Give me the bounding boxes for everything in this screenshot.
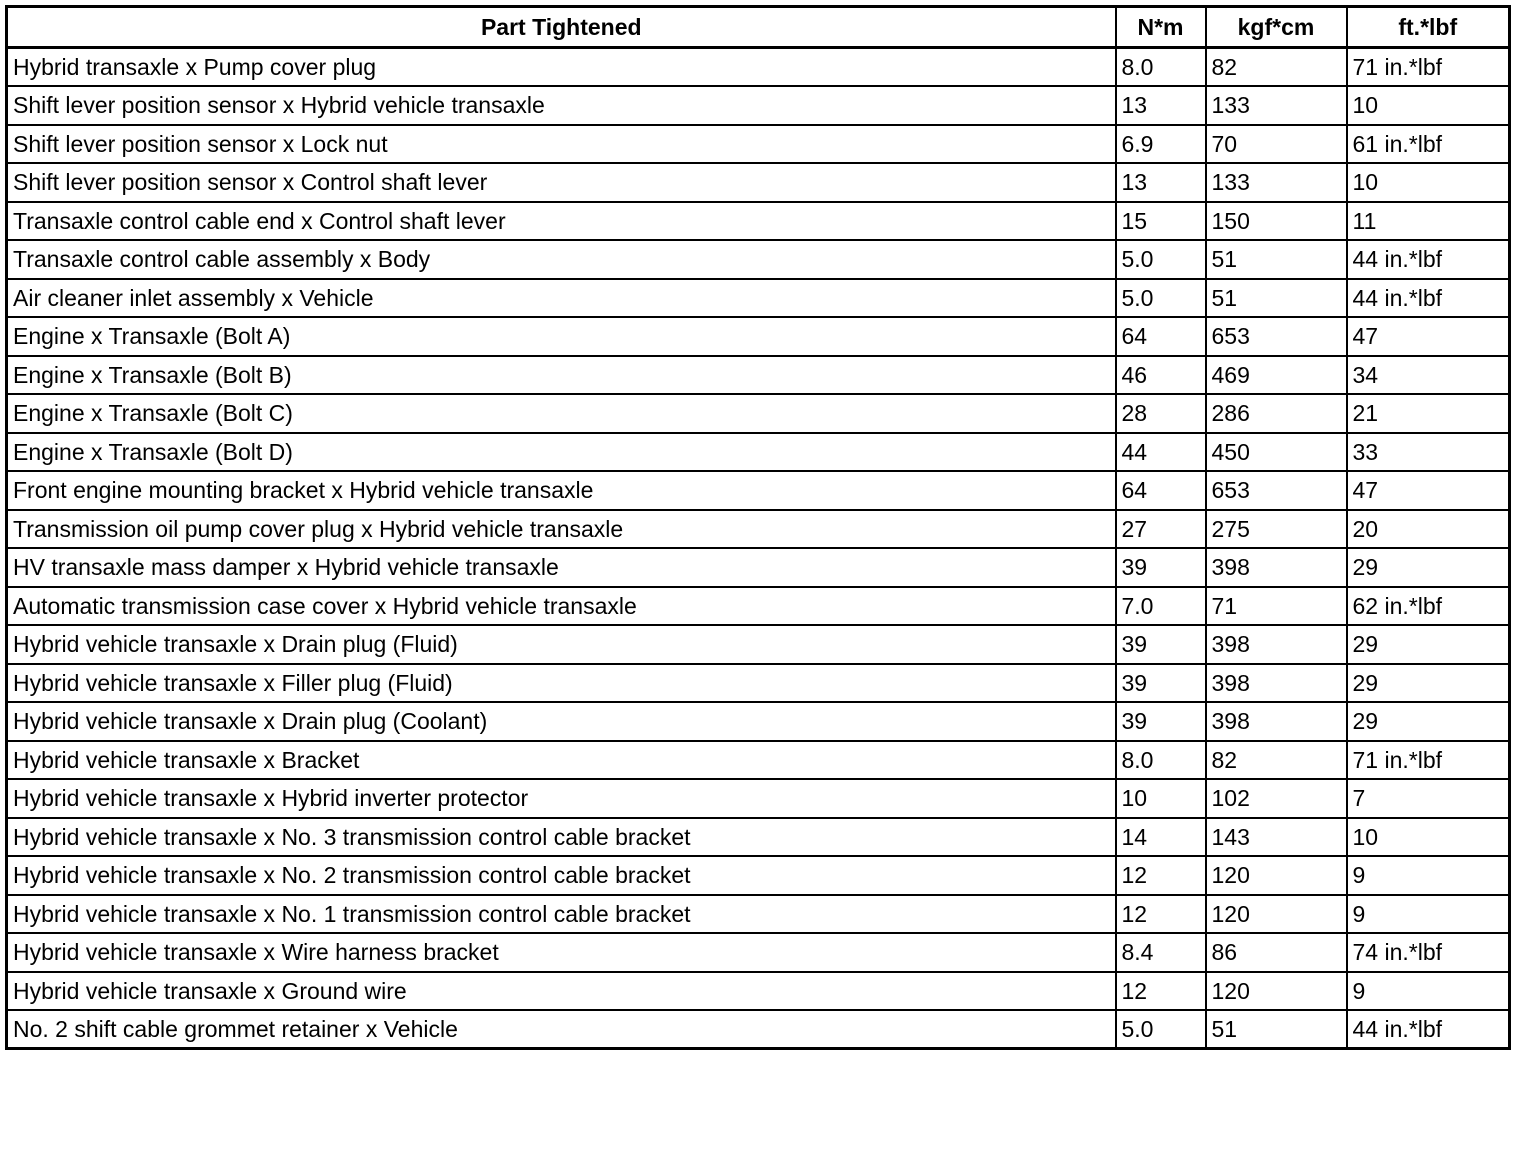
cell-ft-lbf: 29 — [1347, 664, 1510, 703]
cell-part: No. 2 shift cable grommet retainer x Vehicle — [7, 1010, 1116, 1049]
cell-nm: 5.0 — [1116, 279, 1206, 318]
cell-nm: 5.0 — [1116, 1010, 1206, 1049]
header-ft-lbf: ft.*lbf — [1347, 7, 1510, 48]
table-row — [7, 240, 1510, 279]
cell-nm: 12 — [1116, 856, 1206, 895]
cell-part: Shift lever position sensor x Lock nut — [7, 125, 1116, 164]
table-row — [7, 548, 1510, 587]
cell-nm: 44 — [1116, 433, 1206, 472]
cell-part: Hybrid vehicle transaxle x No. 2 transmission control cable bracket — [7, 856, 1116, 895]
cell-ft-lbf: 29 — [1347, 702, 1510, 741]
cell-kgf-cm: 398 — [1206, 548, 1347, 587]
cell-nm: 39 — [1116, 548, 1206, 587]
cell-part: Hybrid transaxle x Pump cover plug — [7, 48, 1116, 87]
table-row — [7, 702, 1510, 741]
cell-ft-lbf: 29 — [1347, 625, 1510, 664]
cell-part: Hybrid vehicle transaxle x No. 3 transmission control cable bracket — [7, 818, 1116, 857]
table-row — [7, 279, 1510, 318]
table-row — [7, 163, 1510, 202]
cell-kgf-cm: 133 — [1206, 163, 1347, 202]
cell-part: Transaxle control cable assembly x Body — [7, 240, 1116, 279]
table-row — [7, 317, 1510, 356]
cell-ft-lbf: 10 — [1347, 818, 1510, 857]
cell-ft-lbf: 44 in.*lbf — [1347, 279, 1510, 318]
cell-nm: 39 — [1116, 664, 1206, 703]
table-row — [7, 895, 1510, 934]
table-row — [7, 202, 1510, 241]
cell-part: Air cleaner inlet assembly x Vehicle — [7, 279, 1116, 318]
table-row — [7, 86, 1510, 125]
cell-part: Hybrid vehicle transaxle x Hybrid inverter protector — [7, 779, 1116, 818]
cell-kgf-cm: 143 — [1206, 818, 1347, 857]
cell-nm: 13 — [1116, 163, 1206, 202]
cell-part: Hybrid vehicle transaxle x No. 1 transmission control cable bracket — [7, 895, 1116, 934]
cell-part: Hybrid vehicle transaxle x Drain plug (Coolant) — [7, 702, 1116, 741]
cell-kgf-cm: 450 — [1206, 433, 1347, 472]
cell-kgf-cm: 653 — [1206, 471, 1347, 510]
cell-nm: 8.0 — [1116, 48, 1206, 87]
cell-ft-lbf: 47 — [1347, 317, 1510, 356]
cell-kgf-cm: 120 — [1206, 856, 1347, 895]
cell-kgf-cm: 398 — [1206, 625, 1347, 664]
torque-spec-table — [5, 5, 1511, 1050]
cell-kgf-cm: 71 — [1206, 587, 1347, 626]
header-kgf-cm: kgf*cm — [1206, 7, 1347, 48]
cell-nm: 13 — [1116, 86, 1206, 125]
cell-ft-lbf: 71 in.*lbf — [1347, 741, 1510, 780]
cell-nm: 64 — [1116, 471, 1206, 510]
cell-kgf-cm: 70 — [1206, 125, 1347, 164]
table-row — [7, 818, 1510, 857]
cell-ft-lbf: 20 — [1347, 510, 1510, 549]
table-row — [7, 587, 1510, 626]
cell-nm: 15 — [1116, 202, 1206, 241]
cell-part: Hybrid vehicle transaxle x Drain plug (Fluid) — [7, 625, 1116, 664]
cell-ft-lbf: 11 — [1347, 202, 1510, 241]
table-header — [7, 7, 1510, 48]
cell-nm: 39 — [1116, 625, 1206, 664]
cell-nm: 27 — [1116, 510, 1206, 549]
cell-ft-lbf: 29 — [1347, 548, 1510, 587]
cell-nm: 39 — [1116, 702, 1206, 741]
cell-ft-lbf: 44 in.*lbf — [1347, 240, 1510, 279]
cell-kgf-cm: 398 — [1206, 702, 1347, 741]
cell-kgf-cm: 86 — [1206, 933, 1347, 972]
table-row — [7, 664, 1510, 703]
cell-ft-lbf: 74 in.*lbf — [1347, 933, 1510, 972]
cell-ft-lbf: 21 — [1347, 394, 1510, 433]
table-row — [7, 510, 1510, 549]
table-row — [7, 1010, 1510, 1049]
cell-ft-lbf: 44 in.*lbf — [1347, 1010, 1510, 1049]
cell-nm: 7.0 — [1116, 587, 1206, 626]
table-row — [7, 48, 1510, 87]
cell-ft-lbf: 61 in.*lbf — [1347, 125, 1510, 164]
cell-nm: 10 — [1116, 779, 1206, 818]
cell-part: Hybrid vehicle transaxle x Bracket — [7, 741, 1116, 780]
cell-ft-lbf: 10 — [1347, 86, 1510, 125]
table-row — [7, 741, 1510, 780]
cell-nm: 28 — [1116, 394, 1206, 433]
header-row — [7, 7, 1510, 48]
cell-ft-lbf: 47 — [1347, 471, 1510, 510]
cell-part: Engine x Transaxle (Bolt B) — [7, 356, 1116, 395]
cell-kgf-cm: 51 — [1206, 240, 1347, 279]
cell-nm: 64 — [1116, 317, 1206, 356]
cell-nm: 6.9 — [1116, 125, 1206, 164]
cell-part: Hybrid vehicle transaxle x Wire harness bracket — [7, 933, 1116, 972]
table-body — [7, 48, 1510, 1049]
cell-kgf-cm: 469 — [1206, 356, 1347, 395]
cell-ft-lbf: 7 — [1347, 779, 1510, 818]
table-row — [7, 125, 1510, 164]
cell-kgf-cm: 653 — [1206, 317, 1347, 356]
header-part-tightened: Part Tightened — [7, 7, 1116, 48]
cell-kgf-cm: 51 — [1206, 1010, 1347, 1049]
cell-ft-lbf: 10 — [1347, 163, 1510, 202]
table-row — [7, 972, 1510, 1011]
cell-kgf-cm: 286 — [1206, 394, 1347, 433]
table-row — [7, 933, 1510, 972]
table-row — [7, 779, 1510, 818]
cell-kgf-cm: 150 — [1206, 202, 1347, 241]
cell-kgf-cm: 120 — [1206, 972, 1347, 1011]
cell-part: Hybrid vehicle transaxle x Filler plug (Fluid) — [7, 664, 1116, 703]
cell-part: Transmission oil pump cover plug x Hybrid vehicle transaxle — [7, 510, 1116, 549]
cell-part: Front engine mounting bracket x Hybrid vehicle transaxle — [7, 471, 1116, 510]
cell-nm: 12 — [1116, 895, 1206, 934]
cell-ft-lbf: 33 — [1347, 433, 1510, 472]
cell-part: HV transaxle mass damper x Hybrid vehicle transaxle — [7, 548, 1116, 587]
cell-ft-lbf: 62 in.*lbf — [1347, 587, 1510, 626]
cell-ft-lbf: 9 — [1347, 895, 1510, 934]
table-row — [7, 856, 1510, 895]
cell-kgf-cm: 120 — [1206, 895, 1347, 934]
table-row — [7, 433, 1510, 472]
cell-part: Automatic transmission case cover x Hybrid vehicle transaxle — [7, 587, 1116, 626]
cell-ft-lbf: 34 — [1347, 356, 1510, 395]
cell-part: Engine x Transaxle (Bolt A) — [7, 317, 1116, 356]
cell-kgf-cm: 398 — [1206, 664, 1347, 703]
table-row — [7, 394, 1510, 433]
cell-kgf-cm: 133 — [1206, 86, 1347, 125]
cell-part: Engine x Transaxle (Bolt C) — [7, 394, 1116, 433]
cell-nm: 46 — [1116, 356, 1206, 395]
cell-kgf-cm: 102 — [1206, 779, 1347, 818]
cell-nm: 8.0 — [1116, 741, 1206, 780]
cell-part: Shift lever position sensor x Hybrid vehicle transaxle — [7, 86, 1116, 125]
table-row — [7, 625, 1510, 664]
table-row — [7, 471, 1510, 510]
cell-nm: 8.4 — [1116, 933, 1206, 972]
cell-part: Shift lever position sensor x Control shaft lever — [7, 163, 1116, 202]
cell-part: Hybrid vehicle transaxle x Ground wire — [7, 972, 1116, 1011]
cell-kgf-cm: 82 — [1206, 48, 1347, 87]
header-nm: N*m — [1116, 7, 1206, 48]
cell-nm: 5.0 — [1116, 240, 1206, 279]
cell-kgf-cm: 275 — [1206, 510, 1347, 549]
cell-nm: 12 — [1116, 972, 1206, 1011]
cell-kgf-cm: 82 — [1206, 741, 1347, 780]
cell-kgf-cm: 51 — [1206, 279, 1347, 318]
cell-nm: 14 — [1116, 818, 1206, 857]
table-row — [7, 356, 1510, 395]
cell-ft-lbf: 71 in.*lbf — [1347, 48, 1510, 87]
cell-part: Transaxle control cable end x Control shaft lever — [7, 202, 1116, 241]
cell-part: Engine x Transaxle (Bolt D) — [7, 433, 1116, 472]
cell-ft-lbf: 9 — [1347, 856, 1510, 895]
cell-ft-lbf: 9 — [1347, 972, 1510, 1011]
